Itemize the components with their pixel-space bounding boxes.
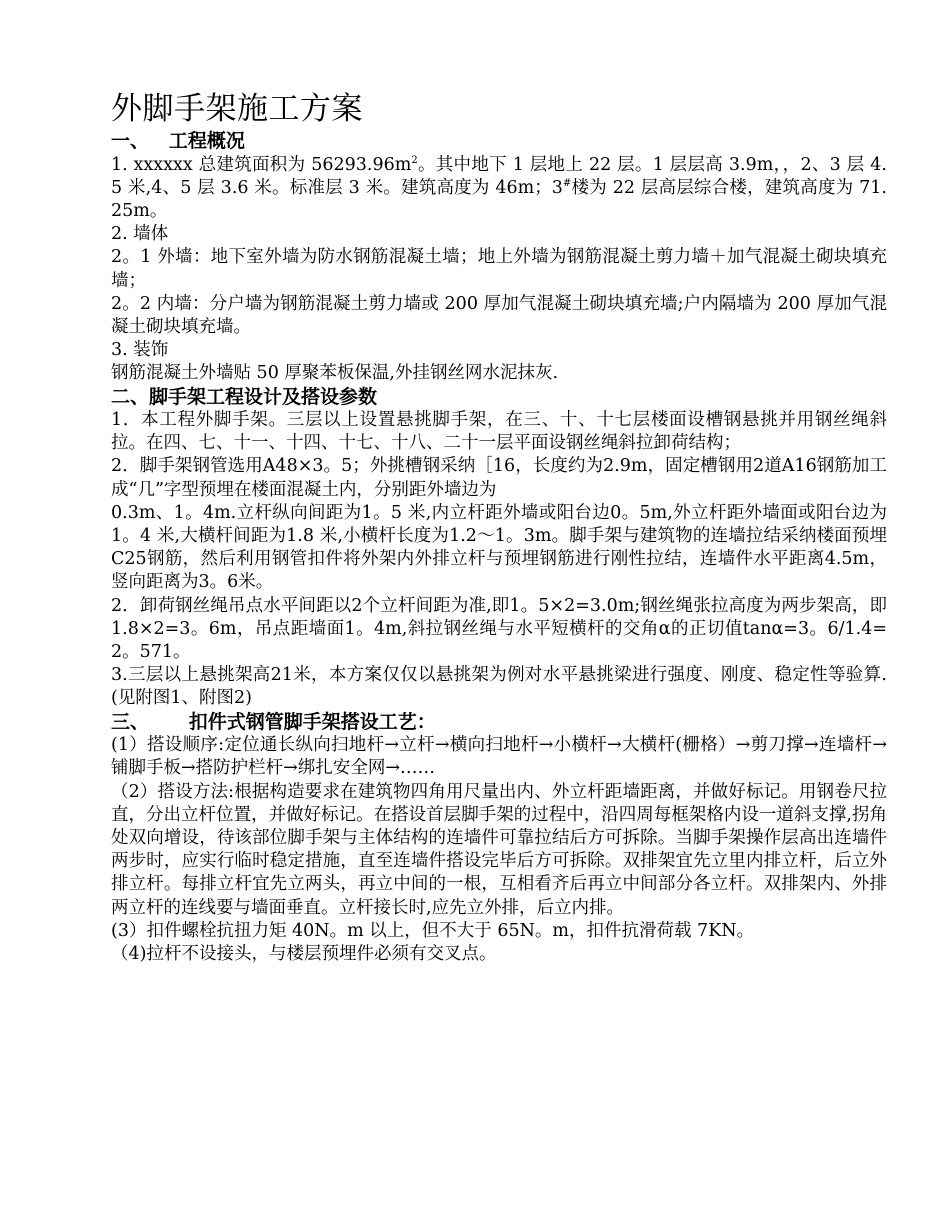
paragraph-text: 2．脚手架钢管选用A48×3。5；外挑槽钢采纳［16，长度约为2.9m，固定槽钢用2道A16钢筋加工成“几”字型预埋在楼面混凝土内，分别距外墙边为 bbox=[111, 456, 887, 500]
paragraph-text: 2．卸荷钢丝绳吊点水平间距以2个立杆间距为准,即1。5×2=3.0m;钢丝绳张拉高度为两步架高，即1.8×2=3。6m，吊点距墙面1。4m,斜拉钢丝绳与水平短横杆的交角α的正切值tanα=3。6/1.4=2。571。 bbox=[111, 595, 887, 663]
paragraph-text: 1．本工程外脚手架。三层以上设置悬挑脚手架，在三、十、十七层楼面设槽钢悬挑并用钢丝绳斜拉。在四、七、十一、十四、十七、十八、二十一层平面设钢丝绳斜拉卸荷结构； bbox=[111, 410, 887, 454]
paragraph-area bbox=[111, 154, 887, 224]
document-title: 外脚手架施工方案 bbox=[111, 91, 363, 127]
section-heading: 二、脚手架工程设计及搭设参数 bbox=[111, 385, 378, 408]
paragraph-text: 0.3m、1。4m.立杆纵向间距为1。5 米,内立杆距外墙或阳台边0。5m,外立杆距外墙面或阳台边为1。4 米,大横杆间距为1.8 米,小横杆长度为1.2～1。3m。脚手架与建筑物的连墙拉结采纳楼面预埋C25钢筋，然后利用钢管扣件将外架内外排立杆与预埋钢筋进行刚性拉结，连墙件水平距离4.5m，竖向距离为3。6米。 bbox=[111, 502, 887, 593]
superscript: # bbox=[562, 177, 572, 189]
paragraph-text: （4)拉杆不设接头，与楼层预埋件必须有交叉点。 bbox=[111, 944, 497, 964]
paragraph-text: 3. 装饰 bbox=[111, 340, 169, 361]
paragraph-text: (1）搭设顺序:定位通长纵向扫地杆→立杆→横向扫地杆→小横杆→大横杆(栅格）→剪刀撑→连墙杆→铺脚手板→搭防护栏杆→绑扎安全网→…… bbox=[111, 735, 887, 779]
paragraph-text: 3.三层以上悬挑架高21米，本方案仅仅以悬挑架为例对水平悬挑梁进行强度、刚度、稳定性等验算.(见附图1、附图2) bbox=[111, 665, 887, 709]
section-heading: 三、 扣件式钢管脚手架搭设工艺： bbox=[111, 710, 436, 733]
paragraph-text: 。其中地下 1 层地上 22 层。1 层层高 3.9m，，2、3 层 4.5 米,4、5 层 3.6 米。标准层 3 米。建筑高度为 46m；3 bbox=[111, 154, 887, 198]
paragraph-text: 2. 墙体 bbox=[111, 224, 169, 245]
paragraph-text: (3）扣件螺栓抗扭力矩 40N。m 以上，但不大于 65N。m，扣件抗滑荷载 7KN。 bbox=[111, 920, 755, 941]
paragraph-text: 钢筋混凝土外墙贴 50 厚聚苯板保温,外挂钢丝网水泥抹灰. bbox=[111, 363, 559, 384]
section-design-params bbox=[111, 386, 887, 711]
section-heading: 一、 工程概况 bbox=[111, 130, 245, 152]
section-erection-process bbox=[111, 711, 887, 967]
paragraph-text: 2。2 内墙：分户墙为钢筋混凝土剪力墙或 200 厚加气混凝土砌块填充墙;户内隔墙为 200 厚加气混凝土砌块填充墙。 bbox=[111, 293, 887, 337]
paragraph-text: 楼为 22 层高层综合楼，建筑高度为 71.25m。 bbox=[111, 177, 887, 221]
paragraph-text: （2）搭设方法:根据构造要求在建筑物四角用尺量出内、外立杆距墙距离，并做好标记。用钢卷尺拉直，分出立杆位置，并做好标记。在搭设首层脚手架的过程中，沿四周每框架格内设一道斜支撑,拐角处双向增设，待该部位脚手架与主体结构的连墙件可靠拉结后方可拆除。当脚手架操作层高出连墙件两步时，应实行临时稳定措施，直至连墙件搭设完毕后方可拆除。双排架宜先立里内排立杆，后立外排立杆。每排立杆宜先立两头，再立中间的一根，互相看齐后再立中间部分各立杆。双排架内、外排两立杆的连线要与墙面垂直。立杆接长时,应先立外排，后立内排。 bbox=[111, 781, 887, 918]
paragraph-text: 1. xxxxxx 总建筑面积为 56293.96m bbox=[111, 154, 412, 175]
document-page bbox=[111, 88, 887, 966]
paragraph-text: 2。1 外墙：地下室外墙为防水钢筋混凝土墙；地上外墙为钢筋混凝土剪力墙＋加气混凝土砌块填充墙； bbox=[111, 247, 887, 291]
section-overview bbox=[111, 130, 887, 386]
superscript: 2 bbox=[411, 154, 418, 166]
